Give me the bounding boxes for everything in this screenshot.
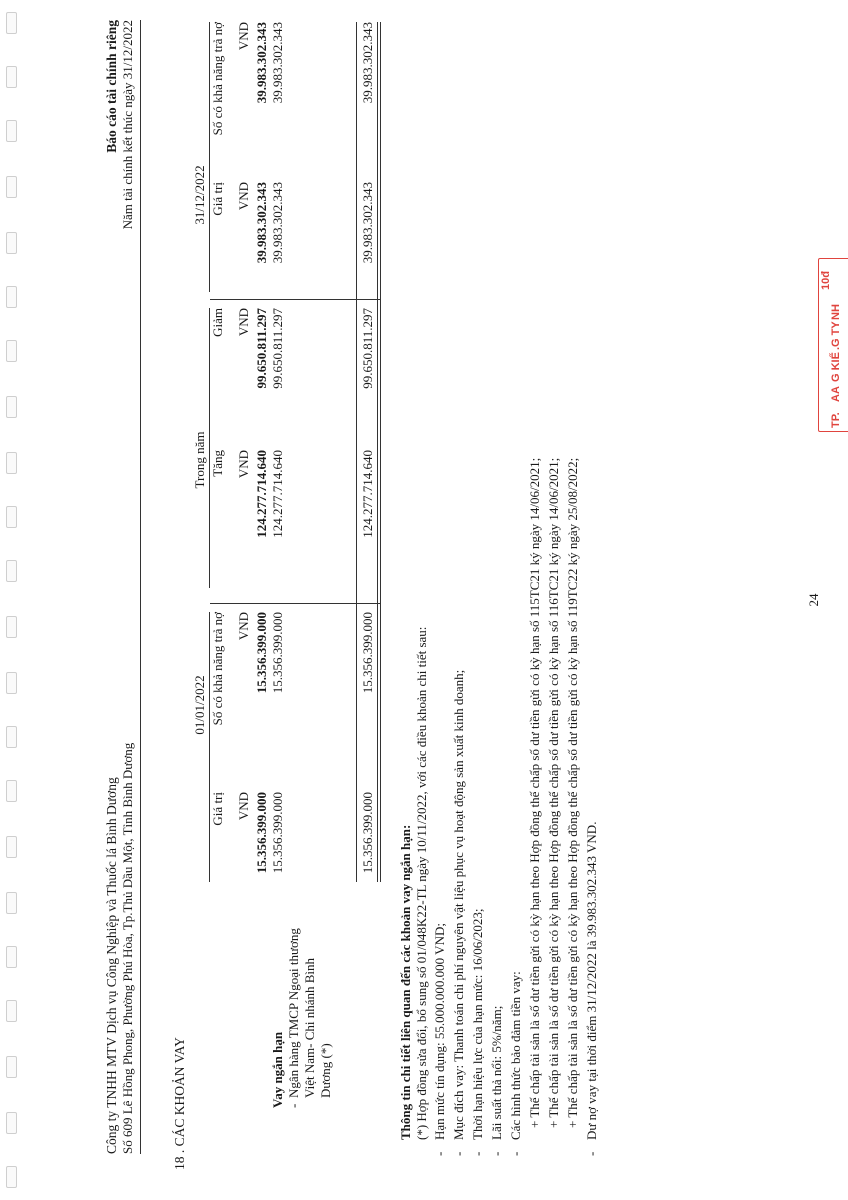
note-line: + Thế chấp tài sản là số dư tiền gửi có kỳ hạn theo Hợp đồng thế chấp số dư tiền gửi có kỳ hạn số 115TC21 ký ngày 14/06/2021; <box>527 457 542 1128</box>
note-line: Thời hạn hiệu lực của hạn mức: 16/06/2023; <box>470 908 485 1140</box>
total-double-rule <box>377 22 381 882</box>
company-address: Số 609 Lê Hồng Phong, Phường Phú Hòa, Tp.Thủ Dầu Một, Tỉnh Bình Dương <box>120 742 135 1154</box>
table-cell: 15.356.399.000 <box>270 792 285 874</box>
stamp-text: AA <box>830 386 842 402</box>
company-name: Công ty TNHH MTV Dịch vụ Công Nghiệp và Thuốc lá Bình Dương <box>104 777 119 1154</box>
stamp-text: .G TY <box>830 321 842 350</box>
note-line: Hạn mức tín dụng: 55.000.000.000 VND; <box>432 923 447 1140</box>
table-cell: 39.983.302.343 <box>254 22 269 104</box>
note-line: Lãi suất thả nổi: 5%/năm; <box>489 1005 504 1140</box>
table-cell: 99.650.811.297 <box>254 308 269 389</box>
table-cell: 39.983.302.343 <box>270 22 285 104</box>
col-header-decrease: Giảm <box>210 308 225 337</box>
table-cell: 124.277.714.640 <box>254 450 269 538</box>
section-title: . CÁC KHOẢN VAY <box>172 1037 187 1154</box>
note-bullet: - <box>584 1151 599 1156</box>
total-cell: 124.277.714.640 <box>360 450 375 538</box>
table-cell: 15.356.399.000 <box>254 612 269 694</box>
table-cell: 39.983.302.343 <box>254 182 269 264</box>
table-cell: 15.356.399.000 <box>254 792 269 874</box>
unit-closing-value: VND <box>236 182 251 211</box>
stamp-text: NH <box>830 304 842 320</box>
total-cell: 39.983.302.343 <box>360 182 375 264</box>
note-bullet: - <box>489 1151 504 1156</box>
col-header-opening-value: Giá trị <box>210 792 225 826</box>
unit-closing-capacity: VND <box>236 22 251 51</box>
unit-opening-capacity: VND <box>236 612 251 641</box>
bank-row-label <box>286 928 334 1098</box>
total-cell: 15.356.399.000 <box>360 792 375 874</box>
note-line: Dư nợ vay tại thời điểm 31/12/2022 là 39.983.302.343 VND. <box>584 821 599 1140</box>
note-line: Các hình thức bảo đảm tiền vay: <box>508 971 523 1140</box>
col-header-opening-capacity: Số có khả năng trả nợ <box>210 612 225 726</box>
table-cell: 15.356.399.000 <box>270 612 285 694</box>
section-heading <box>172 1037 188 1170</box>
total-top-rule <box>356 22 357 882</box>
group-during: Trong năm <box>192 431 207 489</box>
table-cell: 39.983.302.343 <box>270 182 285 264</box>
note-bullet: - <box>451 1151 466 1156</box>
page-number: 24 <box>806 593 821 607</box>
bank-label-line: Ngân hàng TMCP Ngoại thương <box>286 928 301 1098</box>
row-label-short-term-loans: Vay ngắn hạn <box>270 1031 285 1108</box>
report-period: Năm tài chính kết thúc ngày 31/12/2022 <box>120 20 135 230</box>
unit-decrease: VND <box>236 308 251 337</box>
total-cell: 15.356.399.000 <box>360 612 375 694</box>
section-number: 18 <box>172 1156 187 1170</box>
bank-row-dash: - <box>286 1103 301 1108</box>
report-title: Báo cáo tài chính riêng <box>104 20 119 153</box>
column-separator <box>210 603 380 604</box>
bank-label-line: Việt Nam- Chi nhánh Bình <box>302 957 317 1098</box>
unit-increase: VND <box>236 450 251 479</box>
note-line: + Thế chấp tài sản là số dư tiền gửi có kỳ hạn theo Hợp đồng thế chấp số dư tiền gửi có kỳ hạn số 116TC21 ký ngày 14/06/2021; <box>546 457 561 1128</box>
unit-opening-value: VND <box>236 792 251 821</box>
note-line: Mục đích vay: Thanh toán chi phí nguyên vật liệu phục vụ hoạt động sản xuất kinh doanh; <box>451 669 466 1140</box>
total-cell: 39.983.302.343 <box>360 22 375 104</box>
total-cell: 99.650.811.297 <box>360 308 375 389</box>
note-bullet: - <box>432 1151 447 1156</box>
col-header-increase: Tăng <box>210 450 225 477</box>
col-header-closing-capacity: Số có khả năng trả nợ <box>210 22 225 136</box>
note-bullet: - <box>470 1151 485 1156</box>
column-separator <box>210 299 380 300</box>
table-cell: 99.650.811.297 <box>270 308 285 389</box>
stamp-text: TP. <box>830 412 842 428</box>
table-cell: 124.277.714.640 <box>270 450 285 538</box>
note-line: + Thế chấp tài sản là số dư tiền gửi có kỳ hạn theo Hợp đồng thế chấp số dư tiền gửi có kỳ hạn số 119TC22 ký ngày 25/08/2022; <box>565 457 580 1128</box>
note-line: (*) Hợp đồng sửa đổi, bổ sung số 01/048K22-TL ngày 10/11/2022, với các điều khoản chi tiết sau: <box>414 626 429 1140</box>
header-rule <box>140 20 141 1154</box>
stamp-text: 10đ <box>820 271 832 290</box>
col-header-closing-value: Giá trị <box>210 182 225 216</box>
bank-label-line: Dương (*) <box>318 1043 333 1098</box>
group-opening: 01/01/2022 <box>192 675 207 735</box>
stamp-text: G KIỂ <box>830 352 842 382</box>
group-closing: 31/12/2022 <box>192 165 207 225</box>
notes-heading: Thông tin chi tiết liên quan đến các khoản vay ngắn hạn: <box>398 824 413 1140</box>
note-bullet: - <box>508 1151 523 1156</box>
